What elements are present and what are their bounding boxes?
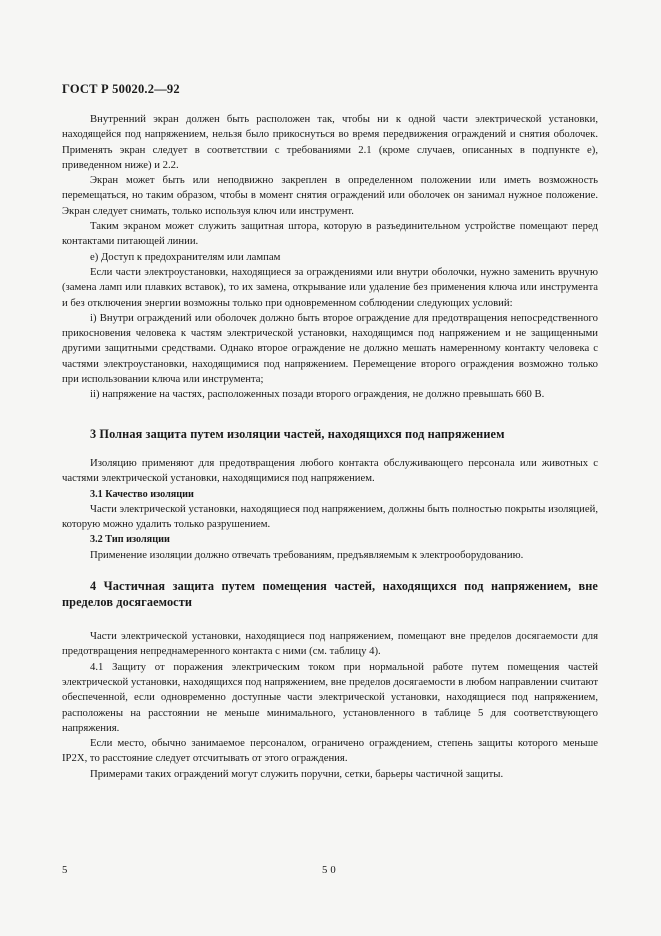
document-header: ГОСТ Р 50020.2—92 (62, 82, 180, 96)
paragraph: Части электрической установки, находящиеся под напряжением, помещают вне пределов досягаемости для предотвращения непреднамеренного контакта с ними (см. таблицу 4). (62, 630, 598, 658)
paragraph: Если место, обычно занимаемое персоналом, ограничено ограждением, степень защиты которого меньше IP2X, то расстояние следует отсчитывать от этого ограждения. (62, 737, 598, 765)
subsection-3-1-title: 3.1 Качество изоляции (90, 488, 194, 500)
paragraph: Изоляцию применяют для предотвращения любого контакта обслуживающего персонала или животных с частями электрической установки, находящимися под напряжением. (62, 456, 598, 485)
subsection-label: е) Доступ к предохранителям или лампам (90, 250, 281, 263)
paragraph: Примерами таких ограждений могут служить поручни, сетки, барьеры частичной защиты. (90, 767, 504, 780)
paragraph: Если части электроустановки, находящиеся за ограждениями или внутри оболочки, нужно заменить вручную (замена ламп или плавких вставок), то их замена, открывание или удаление без применения ключа или инструмента и без отключения энергии возможны только при одновременном соблюдении следующих условий: (62, 265, 598, 309)
list-item: i) Внутри ограждений или оболочек должно быть второе ограждение для предотвращения непосредственного прикосновения человека к частям электрической установки, находящимся под напряжением и не защищенными другими защитными средствами. Однако второе ограждение не должно мешать намеренному контакту человека с частями электроустановки, находящимися под напряжением. Перемещение второго ограждения возможно только при использовании ключа или инструмента; (62, 311, 598, 386)
page-number: 5 (62, 864, 68, 876)
section-3-heading: 3 Полная защита путем изоляции частей, находящихся под напряжением (90, 426, 505, 441)
list-item: ii) напряжение на частях, расположенных позади второго ограждения, не должно превышать 660 В. (90, 388, 545, 401)
paragraph: Таким экраном может служить защитная штора, которую в разъединительном устройстве помещают перед контактами питающей линии. (62, 220, 598, 248)
paragraph: Внутренний экран должен быть расположен так, чтобы ни к одной части электрической установки, находящейся под напряжением, нельзя было прикоснуться во время передвижения ограждений и снятия оболочек. Применять экран следует в соответствии с требованиями 2.1 (кроме случаев, описанных в подпункте е), приведенном ниже) и 2.2. (62, 113, 598, 171)
paragraph: Экран может быть или неподвижно закреплен в определенном положении или иметь возможность перемещаться, но таким образом, чтобы в момент снятия ограждений или оболочек он занимал нужное положение. Экран следует снимать, только используя ключ или инструмент. (62, 174, 598, 217)
document-body (62, 112, 598, 782)
subsection-3-2-title: 3.2 Тип изоляции (90, 534, 170, 546)
sheet-number: 50 (322, 864, 339, 876)
paragraph: Применение изоляции должно отвечать требованиям, предъявляемым к электрооборудованию. (90, 548, 524, 561)
section-4-heading: 4 Частичная защита путем помещения частей, находящихся под напряжением, вне пределов досягаемости (62, 579, 598, 610)
paragraph: 4.1 Защиту от поражения электрическим током при нормальной работе путем помещения частей электрической установки, находящихся под напряжением, вне пределов досягаемости в любом направлении считают обеспеченной, если одновременно доступные части электрической установки, находящиеся под напряжением, расположены на расстоянии не меньше минимального, установленного в таблице 5 для соответствующего напряжения. (62, 660, 598, 734)
paragraph: Части электрической установки, находящиеся под напряжением, должны быть полностью покрыты изоляцией, которую можно удалить только разрушением. (62, 502, 598, 531)
